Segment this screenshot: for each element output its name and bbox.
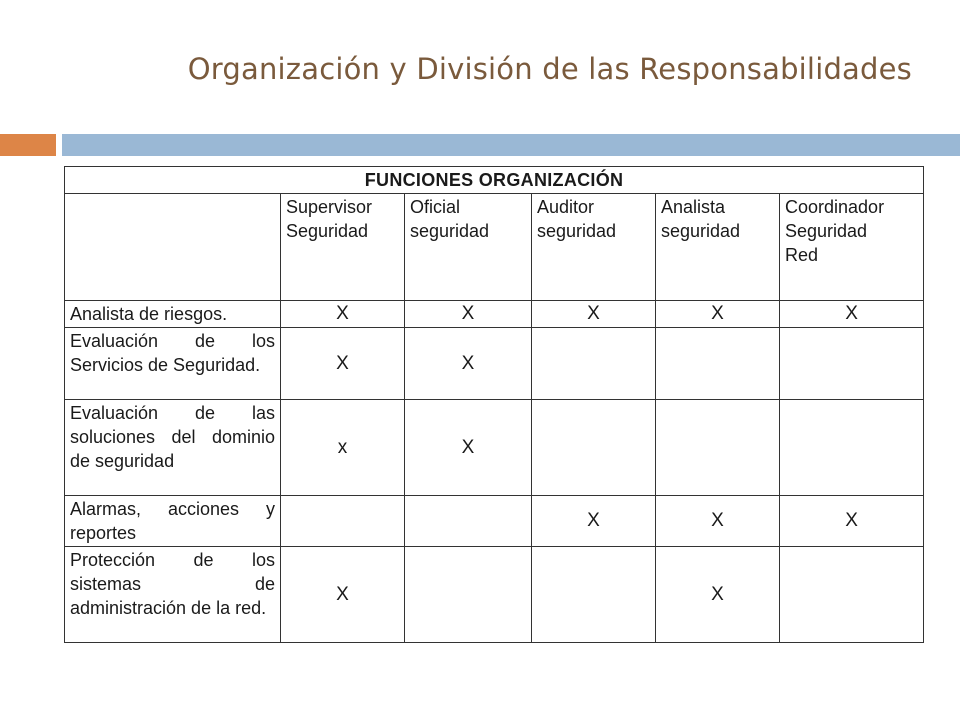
accent-bar-orange	[0, 134, 56, 156]
assignment-mark: X	[656, 301, 780, 328]
table-row	[65, 328, 924, 400]
assignment-mark: X	[532, 301, 656, 328]
slide-title: Organización y División de las Responsabilidades	[187, 52, 912, 86]
role-header-oficial	[405, 194, 532, 301]
assignment-mark	[780, 328, 924, 400]
table-row	[65, 400, 924, 496]
accent-bar-blue	[62, 134, 960, 156]
assignment-mark	[532, 547, 656, 643]
table-row	[65, 547, 924, 643]
corner-cell	[65, 194, 281, 301]
function-label: Alarmas, acciones y reportes	[65, 496, 281, 547]
assignment-mark: X	[532, 496, 656, 547]
role-header-coordinador	[780, 194, 924, 301]
assignment-mark	[281, 496, 405, 547]
role-line: seguridad	[410, 221, 490, 241]
role-line: Coordinador	[785, 197, 885, 217]
role-header-supervisor	[281, 194, 405, 301]
function-label: Protección de los sistemas de administración de la red.	[65, 547, 281, 643]
assignment-mark	[532, 400, 656, 496]
responsibilities-table	[64, 166, 924, 643]
function-label: Evaluación de los Servicios de Seguridad.	[65, 328, 281, 400]
role-line: Seguridad	[286, 221, 369, 241]
role-line: Seguridad	[785, 221, 868, 241]
table-title: FUNCIONES ORGANIZACIÓN	[65, 167, 924, 194]
assignment-mark	[780, 547, 924, 643]
assignment-mark: X	[656, 496, 780, 547]
role-line: seguridad	[661, 221, 741, 241]
table-row	[65, 496, 924, 547]
assignment-mark: X	[281, 328, 405, 400]
assignment-mark	[780, 400, 924, 496]
assignment-mark	[656, 328, 780, 400]
table-title-row	[65, 167, 924, 194]
role-header-analista	[656, 194, 780, 301]
role-line: Red	[785, 245, 819, 265]
role-line: seguridad	[537, 221, 617, 241]
assignment-mark: X	[281, 547, 405, 643]
role-header-auditor	[532, 194, 656, 301]
roles-header-row	[65, 194, 924, 301]
role-line: Auditor	[537, 197, 595, 217]
assignment-mark	[405, 496, 532, 547]
assignment-mark: X	[405, 301, 532, 328]
assignment-mark: X	[405, 328, 532, 400]
assignment-mark: X	[780, 301, 924, 328]
table-row	[65, 301, 924, 328]
assignment-mark: X	[780, 496, 924, 547]
assignment-mark: X	[281, 301, 405, 328]
function-label: Evaluación de las soluciones del dominio de seguridad	[65, 400, 281, 496]
assignment-mark: X	[656, 547, 780, 643]
assignment-mark	[532, 328, 656, 400]
role-line: Oficial	[410, 197, 461, 217]
assignment-mark: X	[405, 400, 532, 496]
function-label: Analista de riesgos.	[65, 301, 281, 328]
role-line: Supervisor	[286, 197, 373, 217]
assignment-mark	[405, 547, 532, 643]
assignment-mark	[656, 400, 780, 496]
role-line: Analista	[661, 197, 726, 217]
assignment-mark: x	[281, 400, 405, 496]
